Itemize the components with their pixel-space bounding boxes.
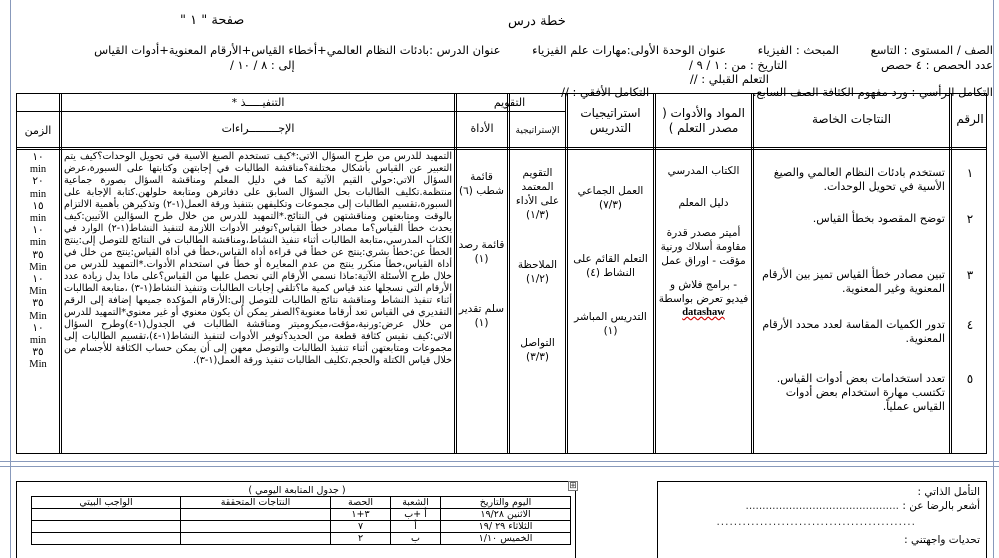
page-margin-line: [10, 0, 11, 558]
material-programs: - برامج فلاش و فيديو تعرض بواسطة: [658, 279, 749, 305]
material-guide: دليل المعلم: [678, 197, 729, 209]
outcomes-column: [759, 150, 945, 450]
self-reflection-section: [657, 481, 987, 558]
material-datashaw: datashaw: [682, 307, 725, 318]
follow-up-cell: ب: [391, 533, 441, 545]
unit-title: عنوان الوحدة الأولى:مهارات علم الفيزياء: [532, 43, 727, 57]
follow-up-cell: ٢: [331, 533, 391, 545]
header-line-1: [94, 43, 993, 57]
col-header-materials: المواد والأدوات ( مصدر التعلم ): [662, 106, 745, 135]
lesson-plan-table: [16, 93, 987, 454]
procedures-paragraph: التمهيد للدرس من طرح السؤال الاتي:*كيف تستخدم الصيغ الأسية في تحويل الوحدات؟كيف يتم التعبير عن القياس بأشكال مختلفة؟مناقشة الطالبات في إجابتهن وكتابتها على السبورة،عرض السؤال الاتي:حولي القيم الآتية كما في دليل المعلم ومناقشة السؤال بصورة جماعية منتظمة.تكليف الطالبات بحل السؤال السابق على دفاترهن ومتابعة حلولهن.كتابة الإجابة على السبورة،تقسيم الطالبات إلى مجموعات وتكليفهن بتنفيذ ورقة العمل(١-٢) وتذكيرهن بأهمية الالتزام بالوقت ومتابعتهن ومناقشتهن في النتائج.*التمهيد للدرس من خلال طرح السؤالين الآتيين:كيف يحدث خطأ القياس؟ما مصادر خطأ القياس؟توفير الأدوات اللازمة لتنفيذ النشاط(١-٢) الوارد في الكتاب المدرسي،متابعة الطالبات أثناء تنفيذ النشاط،ومناقشة الطالبات في النتائج للتوصل إلى:ينتج الخطأ عن:خطأ بشري:ينتج عن خطأ في قراءة أداة القياس،خطأ في أداة القياس:ينتج من خلل في أداة القياس،خطأ منكرر ينتج من عدم المعايرة أو خطأ في استخدام الأدوات.*التمهيد للدرس من خلال طرح الأسئلة الآتية:ماذا نسمي الأرقام التي نحصل عليها من القياس؟على ماذا يدل زيادة عدد الأرقام التي نسجلها عند قياس كمية ما؟تلقي إجابات الطالبات وتنفيذ النشاط(١-٣) ،متابعة الطالبات أثناء تنفيذ النشاط ومناقشة نتائج الطالبات للتوصل إلى:الأرقام المؤكدة جميعها إضافة إلى الرقم التقديري في القياس تعد أرقاما معنوية؟الصفر يمكن أن يكون معنوي أو غير معنوي*التمهيد للدرس من خلال عرض:ورنية،مؤقت،ميكروميتر ومناقشة الطالبات في الجدول(١-٤)وطرح السؤال الاتي:كيف نقيس كثافة قطعة من الحديد؟توفير الأدوات لتنفيذ النشاط(١-٤)،تقسيم الطالبات إلى مجموعات ومتابعتهن أثناء تنفيذ الطالبات والتوصل معهن إلى أن يمكن حساب الكثافة للأجسام من خلال قياس الكتلة والحجم.تكليف الطالبات تنفيذ ورقة العمل(١-٣).: [64, 151, 452, 366]
col-header-procedures: الإجـــــــــراءات: [221, 122, 295, 135]
page-boundary: [0, 461, 999, 462]
time-unit: min: [29, 188, 47, 200]
row-number: ٥: [966, 372, 974, 386]
assess-tool-column: [457, 170, 506, 330]
follow-up-header: الحصة: [331, 497, 391, 509]
follow-up-header: الشعبة: [391, 497, 441, 509]
time-unit: Min: [29, 359, 47, 371]
col-header-assess-strategy: الإستراتيجية: [515, 126, 560, 136]
row-number: ٣: [966, 268, 974, 282]
follow-up-cell: الثلاثاء ٢٩ /١٩: [441, 521, 571, 533]
satisfied-dots: ..............................................: [745, 500, 900, 512]
follow-up-cell[interactable]: [181, 533, 331, 545]
follow-up-cell: أ: [391, 521, 441, 533]
strategy-item: العمل الجماعي (٧/٣): [577, 185, 644, 211]
follow-up-header-row: [32, 497, 571, 509]
periods-count: عدد الحصص : ٤ حصص: [880, 58, 993, 72]
time-value: ٢٠: [32, 176, 44, 188]
table-move-handle-icon[interactable]: ⊞: [569, 481, 577, 491]
time-unit: min: [29, 237, 47, 249]
time-unit: Min: [29, 286, 47, 298]
follow-up-header: اليوم والتاريخ: [441, 497, 571, 509]
row-number: ١: [966, 166, 974, 180]
time-value: ١٠: [32, 274, 44, 286]
grade-label: الصف / المستوى : التاسع: [870, 43, 993, 57]
follow-up-cell[interactable]: [32, 533, 181, 545]
table-row: [32, 509, 571, 521]
satisfied-continuation[interactable]: [716, 516, 916, 528]
vertical-integration-text: التكامل الرأسي : ورد مفهوم الكثافة الصف السابع.: [752, 85, 993, 99]
numbers-column: [952, 150, 988, 450]
time-value: ١٠: [32, 225, 44, 237]
satisfied-label: أشعر بالرضا عن :: [902, 500, 980, 512]
time-unit: min: [29, 335, 47, 347]
follow-up-cell[interactable]: [181, 521, 331, 533]
lesson-title: عنوان الدرس :بادئات النظام العالمي+أخطاء القياس+الأرقام المعنوية+أدوات القياس: [94, 43, 501, 57]
assess-strategy-item: التقويم المعتمد على الأداء (١/٣): [515, 167, 560, 221]
lesson-plan-title: خطة درس: [508, 14, 566, 29]
table-row: [32, 533, 571, 545]
col-header-time: الزمن: [24, 124, 52, 137]
time-value: ٣٥: [32, 298, 44, 310]
outcome-item: تعدد استخدامات بعض أدوات القياس. تكتسب مهارة استخدام بعض أدوات القياس عملياً.: [776, 372, 945, 413]
follow-up-title: ( جدول المتابعة اليومي ): [248, 485, 346, 496]
assess-tool-item: قائمة رصد (١): [458, 239, 505, 265]
page-number: صفحة " ١ ": [180, 13, 245, 28]
time-value: ١٥: [32, 200, 44, 212]
time-unit: min: [29, 164, 47, 176]
time-unit: min: [29, 213, 47, 225]
time-value: ٣٥: [32, 249, 44, 261]
col-header-assessment: التقويم: [493, 96, 526, 109]
material-tools: أميتر مصدر قدرة مقاومة أسلاك ورنية مؤقت - اوراق عمل: [660, 227, 747, 267]
outcome-item: تدور الكميات المقاسة لعدد محدد الأرقام المعنوية.: [762, 318, 945, 345]
challenges-line[interactable]: [904, 534, 980, 546]
subheader-divider: [17, 111, 565, 112]
time-value: ٣٥: [32, 347, 44, 359]
time-column: [17, 152, 59, 372]
follow-up-cell: أ +ب: [391, 509, 441, 521]
col-header-assess-tool: الأداة: [470, 122, 494, 135]
horizontal-integration: التكامل الأفقي : //: [561, 85, 650, 99]
prior-learning: التعلم القبلي : //: [689, 72, 769, 86]
assess-tool-item: سلم تقدير (١): [458, 303, 505, 329]
outcome-item: تبين مصادر خطأ القياس تميز بين الأرقام المعنوية وغير المعنوية.: [762, 268, 945, 295]
assess-strategy-item: التواصل (٣/٣): [520, 337, 555, 363]
time-value: ١٠: [32, 152, 44, 163]
date-from: التاريخ : من : ١ / ٩ /: [689, 58, 788, 72]
follow-up-cell: الخميس ١/١٠: [441, 533, 571, 545]
follow-up-table: [31, 496, 571, 545]
self-reflection-title: التأمل الذاتي :: [917, 486, 980, 498]
satisfied-dots-2: ..............................................: [716, 516, 916, 528]
time-unit: Min: [29, 261, 47, 273]
outcome-item: تستخدم بادئات النظام العالمي والصيغ الأسية في تحويل الوحدات.: [773, 166, 945, 193]
col-header-outcomes: النتاجات الخاصة: [811, 112, 892, 126]
time-value: ١٠: [32, 322, 44, 334]
follow-up-cell[interactable]: [32, 521, 181, 533]
follow-up-cell[interactable]: [181, 509, 331, 521]
page-margin-line: [993, 0, 994, 558]
table-row: [32, 521, 571, 533]
col-header-number: الرقم: [956, 112, 984, 126]
strategy-item: التعلم القائم على النشاط (٤): [573, 253, 648, 279]
challenges-label: تحديات واجهتني :: [904, 534, 980, 546]
assess-tool-item: قائمة شطب (٦): [459, 171, 504, 197]
header-line-2: [689, 58, 993, 72]
follow-up-header: الواجب البيتي: [32, 497, 181, 509]
assess-strategy-item: الملاحظة (١/٢): [517, 259, 558, 285]
time-unit: Min: [29, 310, 47, 322]
follow-up-cell[interactable]: [32, 509, 181, 521]
page-boundary: [0, 466, 999, 467]
subject-label: المبحث : الفيزياء: [757, 43, 839, 57]
follow-up-cell: الاثنين ١٩/٢٨: [441, 509, 571, 521]
row-number: ٤: [966, 318, 974, 332]
follow-up-header: النتاجات المتحققة: [181, 497, 331, 509]
materials-column: [658, 164, 749, 320]
outcome-item: توضح المقصود بخطأ القياس.: [812, 212, 945, 225]
strategies-column: [570, 184, 651, 338]
col-header-strategies: استراتيجيات التدريس: [580, 106, 641, 135]
follow-up-cell: ٧: [331, 521, 391, 533]
follow-up-section: [16, 481, 576, 558]
strategy-item: التدريس المباشر (١): [574, 311, 647, 337]
col-header-execution: التنفيـــــذ *: [231, 96, 285, 109]
material-book: الكتاب المدرسي: [667, 165, 740, 177]
row-number: ٢: [966, 212, 974, 226]
date-to: إلى : ٨ / ١٠ /: [230, 58, 295, 72]
assess-strategy-column: [511, 166, 564, 364]
satisfied-line[interactable]: [745, 500, 980, 512]
procedures-text: [64, 151, 452, 453]
follow-up-cell: ٣+١: [331, 509, 391, 521]
